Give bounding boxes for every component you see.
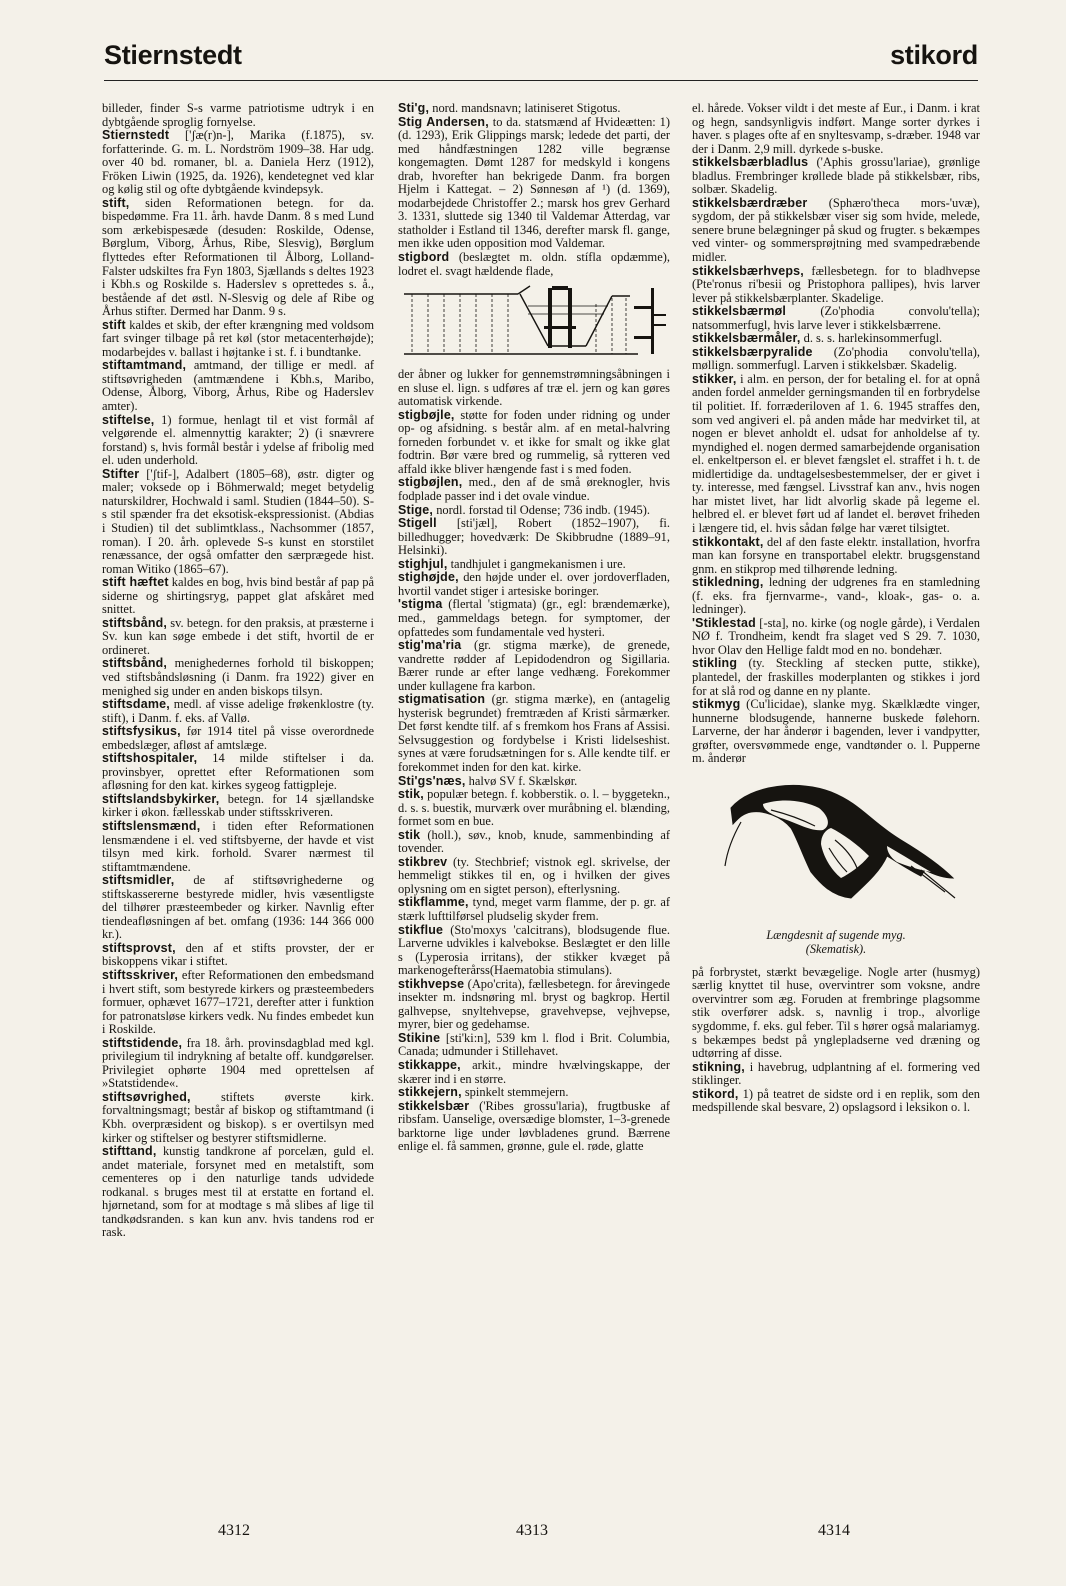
page-number-middle: 4313	[516, 1522, 548, 1539]
entry-headword: stikkelsbærmøl	[692, 304, 787, 319]
figure-caption-line1: Længdesnit af sugende myg.	[766, 927, 906, 942]
dictionary-entry	[398, 558, 670, 572]
entry-headword: stighøjde,	[398, 570, 459, 585]
entry-text: to da. statsmænd af Hvideætten: 1) (d. 1293), Erik Glippings marsk; ledede det parti, der med håndfæstningen 1282 ville begrænse kongemagten. Dømt 1287 for medskyld i kongens drab, hvorefter han bekrigede Danm. fra borgen Hjelm i Kattegat. – 2) Sønnesøn af ¹) (d. 1369), modarbejdede Christoffer 2.; marsk hos grev Gerhard 3. 1331, sluttede sig 1340 til Valdemar Atterdag, var statholder i Estland til 1346, derefter marsk fl. gange, men ikke uden opposition mod Valdemar.	[398, 114, 670, 251]
entry-text: kunstig tandkrone af porcelæn, guld el. andet materiale, forsynet med en metalstift, som cementeres op i den naturlige tands udvidede rodkanal. s bruges mest til at erstatte en fortand el. hjørnetand, som for at modtage s må slibes af lige til tandkødsranden. s kan kun anv. hvis tandens rod er rask.	[102, 1144, 374, 1240]
dictionary-entry	[692, 265, 980, 306]
entry-text: ('Ribes grossu'laria), frugtbuske af ribsfam. Uanselige, oversædige blomster, 1–3-grenede barktorne lige under løvbladenes grund. Bærrene enlige el. få sammen, grønne, gule el. røde, glatte	[398, 1098, 670, 1154]
dictionary-entry	[398, 476, 670, 503]
entry-text: populær betegn. f. kobberstik. o. l. – byggetekn., d. s. s. buestik, murværk over muråbning el. blænding, formet som en bue.	[398, 787, 670, 829]
entry-text: ledning der udgrenes fra en stamledning (f. eks. fra fjernvarme-, vand-, kloak-, gas- o. a. ledninger).	[692, 575, 980, 617]
entry-headword: stifttand,	[102, 1144, 157, 1159]
dictionary-entry	[102, 752, 374, 793]
entry-text: (Apo'crita), fællesbetegn. for årevingede insekter m. indsnøring ml. bryst og bagkrop. Hertil galhvepse, snyltehvepse, gravehvepse, vejhvepse, myrer, bier og gedehamse.	[398, 976, 670, 1032]
entry-headword: stiftslandsbykirker,	[102, 791, 220, 806]
entry-text: spinkelt stemmejern.	[461, 1085, 569, 1100]
entry-text: [sti'jæl], Robert (1852–1907), fi. billedhugger; hovedværk: De Skibbrudne (1889–91, Helsinki).	[398, 516, 670, 558]
entry-text: [-sta], no. kirke (og nogle gårde), i Verdalen NØ f. Trondheim, kendt fra slaget ved S 29. 7. 1030, hvor Olav den Hellige faldt mod en no. bondehær.	[692, 615, 980, 657]
entry-headword: stikkelsbær	[398, 1098, 470, 1113]
entry-headword: stiftshospitaler,	[102, 751, 198, 766]
dictionary-entry	[102, 617, 374, 658]
dictionary-entry	[398, 693, 670, 774]
entry-text: tandhjulet i gangmekanismen i ure.	[447, 556, 626, 571]
entry-text: der åbner og lukker for gennemstrømningsåbningen i en sluse el. lign. s udføres af træ el. jern og kan gøres automatisk virkende.	[398, 367, 670, 409]
dictionary-entry	[102, 468, 374, 576]
figure-caption-line2: (Skematisk).	[805, 941, 867, 956]
entry-headword: stigbøjlen,	[398, 475, 463, 490]
dictionary-entry	[102, 319, 374, 360]
entry-headword: stikflue	[398, 922, 444, 937]
dictionary-entry	[692, 373, 980, 536]
dictionary-entry	[398, 517, 670, 558]
entry-headword: stigbord	[398, 250, 450, 265]
entry-headword: stikkelsbærdræber	[692, 195, 808, 210]
entry-text: arkit., mindre hvælvingskappe, der skærer ind i en større.	[398, 1058, 670, 1086]
page-number-right: 4314	[818, 1522, 850, 1539]
entry-text: 1) formue, henlagt til et vist formål af velgørende el. almennyttig karakter; 2) (i snævrere forstand) s, hvis formål består i ydelse af fribolig med el. uden underhold.	[102, 412, 374, 468]
dictionary-entry	[692, 332, 980, 346]
dictionary-entry	[398, 368, 670, 409]
dictionary-entry	[102, 359, 374, 413]
entry-headword: stiftsøvrighed,	[102, 1089, 191, 1104]
dictionary-entry	[398, 409, 670, 477]
entry-headword: stiftsfysikus,	[102, 724, 181, 739]
entry-headword: 'Stiklestad	[692, 615, 756, 630]
dictionary-entry	[102, 1145, 374, 1240]
entry-text: (ty. Stechbrief; vistnok egl. skrivelse, der hemmeligt stikkes til en, og i hvilken der gives oplysning om en sigtet person), efterlysning.	[398, 854, 670, 896]
column-1	[102, 102, 374, 1240]
entry-headword: stikledning,	[692, 575, 764, 590]
entry-text: ('Aphis grossu'lariae), grønlige bladlus. Frembringer krøllede blade på stikkelsbær, ribs, solbær. Skadelig.	[692, 155, 980, 197]
dictionary-entry	[398, 639, 670, 693]
dictionary-entry	[102, 793, 374, 820]
dictionary-entry	[102, 969, 374, 1037]
page-number-left: 4312	[218, 1522, 250, 1539]
entry-text: nordl. forstad til Odense; 736 indb. (1945).	[433, 502, 651, 517]
entry-headword: stikker,	[692, 371, 737, 386]
entry-text: (beslægtet m. oldn. stífla opdæmme), lodret el. svagt hældende flade,	[398, 250, 670, 278]
entry-text: siden Reformationen betegn. for da. bispedømme. Fra 11. årh. havde Danm. 8 s med Lund som ærkebispesæde (desuden: Roskilde, Odense, Børglum, Viborg, Århus, Ribe, Slesvig), Børglum flyttedes efter Reformationen til Ålborg, Lolland-Falster udskiltes fra Fyn 1803, Sjællands s deltes 1923 i Kbh.s og Roskilde s. Haderslev s oprettedes s. å., bestående af det østl. N-Slesvig og dele af Ribe og Århus stifter. Dermed har Danm. 9 s.	[102, 195, 374, 319]
dictionary-entry	[692, 617, 980, 658]
entry-text: betegn. for 14 sjællandske kirker i økon. fællesskab under stiftsskriveren.	[102, 791, 374, 820]
entry-headword: stikkelsbærpyralide	[692, 344, 813, 359]
entry-text: fra 18. årh. provinsdagblad med kgl. privilegium til indrykning af betalte off. kundgørelser. Privilegiet ophørte 1904 med oprettelsen af »Statstidende«.	[102, 1035, 374, 1091]
dictionary-entry	[692, 346, 980, 373]
entry-text: med., den af de små øreknogler, hvis fodplade passer ind i det ovale vindue.	[398, 475, 670, 504]
entry-headword: stigbøjle,	[398, 407, 455, 422]
dictionary-entry	[398, 978, 670, 1032]
dictionary-entry	[398, 896, 670, 923]
entry-text: ['ʃæ(r)n-], Marika (f.1875), sv. forfatterinde. G. m. L. Nordström 1909–38. Har udg. over 40 bd. romaner, bl. a. Daniela Herz (1912), Fröken Liwin (1925, da. 1926), kendetegnet ved klar og kølig stil og ofte dybtgående kvindepsyk.	[102, 128, 374, 197]
dictionary-entry	[102, 725, 374, 752]
entry-text: i alm. en person, der for betaling el. for at opnå anden fordel anmelder gerningsmanden til en forbrydelse til politiet. If. forræderiloven af 1. 6. 1945 straffes den, som ved angiveri el. på anden måde har medvirket til, at nogen er blevet anholdt el. udsat for anholdelse af ty. myndighed el. nogen dermed samarbejdende organisation el. enkeltperson el. er blevet fængslet el. straffet i h. t. de midlertidige da. undtagelsesbestemmelser, der er givet i ty. interesse, med fængsel. Livsstraf kan anv., hvis nogen har mistet livet, har lidt alvorlig skade på legeme el. helbred el. er blevet ført ud af landet el. berøvet friheden i længere tid, el. hvis sådan følge har været tilsigtet.	[692, 371, 980, 535]
dictionary-entry	[102, 820, 374, 874]
entry-headword: stikling	[692, 656, 738, 671]
entry-text: ['ʃtif-], Adalbert (1805–68), østr. digter og maler; voksede op i Böhmerwald; meget betydelig naturskildrer, Hochwald i saml. Studien (1844–50). S-s stil spænder fra det eksotisk-ekspressionist. (Abdias i Studien) til det sublimtklass., Nachsommer (1857, roman). I 20. årh. oplevede S-s kunst en storstilet renæssance, der også omfatter den særprægede hist. roman Witiko (1865–67).	[102, 466, 374, 576]
entry-headword: stift hæftet	[102, 575, 169, 590]
stigbord-diagram	[398, 284, 670, 364]
entry-text: de af stiftsøvrighederne og stiftskassererne bestyrede midler, hvis væsentligste del tilhører præsteembeder og kirker. Navnlig efter tiendeafløsningen af bet. omfang (1936: 144 366 000 kr.).	[102, 873, 374, 942]
entry-headword: stiftsbånd,	[102, 615, 168, 630]
dictionary-entry	[398, 251, 670, 278]
entry-text: (ty. Steckling af stecken putte, stikke), plantedel, der fraskilles moderplanten og stikkes i jord for at slå rod og danne en ny plante.	[692, 656, 980, 698]
entry-text: (Cu'licidae), slanke myg. Skælklædte vinger, hunnerne blodsugende, hannerne buskede følehorn. Larverne, der har ånderør i bagenden, lever i vandpytter, grøfter, oversvømmede enge, vandtønder o. l. Pupperne m. ånderør	[692, 697, 980, 766]
entry-headword: stig'ma'ria	[398, 638, 462, 653]
entry-text: el. hårede. Vokser vildt i det meste af Eur., i Danm. i krat og hegn, sandsynligvis indført. Mange sorter dyrkes i haver. s plages ofte af en snyltesvamp, s-dræber. 1948 var der i Danm. 2,9 mill. dyrkede s-buske.	[692, 101, 980, 156]
entry-headword: stik,	[398, 787, 424, 802]
running-header-right: stikord	[890, 40, 978, 70]
entry-headword: stigmatisation	[398, 692, 486, 707]
dictionary-entry	[692, 536, 980, 577]
dictionary-entry	[692, 1088, 980, 1115]
entry-text: kaldes en bog, hvis bind består af pap på siderne og shirtingsryg, pappet glat afskåret med snittet.	[102, 575, 374, 617]
entry-headword: stiftsbånd,	[102, 656, 168, 671]
entry-headword: stikbrev	[398, 854, 448, 869]
dictionary-entry	[102, 657, 374, 698]
column-2	[398, 102, 670, 1154]
entry-headword: stiftslensmænd,	[102, 818, 201, 833]
dictionary-entry	[102, 874, 374, 942]
dictionary-entry	[398, 102, 670, 116]
entry-headword: Stiernstedt	[102, 128, 170, 143]
entry-headword: stiftamtmand,	[102, 358, 187, 373]
dictionary-entry	[102, 698, 374, 725]
entry-headword: Stig Andersen,	[398, 114, 489, 129]
dictionary-entry	[398, 1100, 670, 1154]
dictionary-entry	[692, 305, 980, 332]
entry-headword: stift,	[102, 195, 130, 210]
dictionary-entry	[398, 856, 670, 897]
entry-headword: stiftsdame,	[102, 697, 170, 712]
entry-headword: stikflamme,	[398, 895, 469, 910]
entry-headword: Sti'g,	[398, 101, 430, 115]
dictionary-entry	[102, 129, 374, 197]
entry-text: før 1914 titel på visse overordnede embedslæger, afløst af amtslæge.	[102, 724, 374, 752]
dictionary-entry	[692, 102, 980, 156]
dictionary-entry	[692, 1061, 980, 1088]
entry-headword: stikkelsbærmåler,	[692, 331, 801, 346]
dictionary-entry	[692, 197, 980, 265]
entry-text: tynd, meget varm flamme, der p. gr. af stærk lufttilførsel pludselig skyder frem.	[398, 895, 670, 923]
entry-text: [sti'ki:n], 539 km l. flod i Brit. Columbia, Canada; udmunder i Stillehavet.	[398, 1030, 670, 1059]
entry-text: (Zo'phodia convolu'tella), møllign. sommerfugl. Larven i stikkelsbær. Skadelig.	[692, 344, 980, 373]
entry-headword: stikkelsbærhveps,	[692, 263, 804, 278]
entry-text: del af den faste elektr. installation, hvorfra man kan forsyne en transportabel elektr. brugsgenstand gnm. en stikprop med tilhørende ledning.	[692, 534, 980, 576]
entry-text: billeder, finder S-s varme patriotisme udtryk i en dybtgående sproglig fornyelse.	[102, 101, 374, 129]
dictionary-entry	[398, 775, 670, 789]
entry-text: nord. mandsnavn; latiniseret Stigotus.	[429, 101, 621, 115]
entry-headword: stikkontakt,	[692, 534, 764, 549]
entry-headword: stiftsprovst,	[102, 940, 176, 955]
dictionary-entry	[102, 102, 374, 129]
entry-text: efter Reformationen den embedsmand i hvert stift, som bestyrede kirkers og præsteembeders formuer, ophævet 1677–1721, derefter atter i funktion for patronatsløse kirkers vedk. Nu findes embedet kun i Roskilde.	[102, 968, 374, 1037]
entry-headword: Stigell	[398, 516, 437, 531]
entry-text: i havebrug, udplantning af el. formering ved stiklinger.	[692, 1059, 980, 1088]
dictionary-entry	[398, 829, 670, 856]
entry-text: (gr. stigma mærke), en (antagelig hysterisk begrundet) fremtræden af Kristi sårmærker. Det først kendte tilf. af s fremkom hos Frans af Assisi. Selvsuggestion og fordybelse i Kristi lidelseshist. synes at være forudsætningen for s. Alle kendte tilf. er forekommet inden for den kat. kirke.	[398, 692, 670, 774]
dictionary-entry	[102, 197, 374, 319]
entry-text: (flertal 'stigmata) (gr., egl: brændemærke), med., gammeldags betegn. for symptomer, der opfattedes som fundamentale ved hysteri.	[398, 597, 670, 639]
running-header-left: Stiernstedt	[104, 40, 242, 70]
dictionary-entry	[398, 116, 670, 251]
entry-headword: stikkelsbærbladlus	[692, 155, 809, 170]
entry-text: den af et stifts provster, der er biskoppens vikar i stiftet.	[102, 940, 374, 969]
mosquito-section-figure	[711, 774, 961, 924]
dictionary-entry	[692, 576, 980, 617]
dictionary-entry	[398, 1059, 670, 1086]
entry-headword: stik	[398, 827, 421, 842]
entry-text: (Zo'phodia convolu'tella); natsommerfugl, hvis larve lever i stikkelsbærrene.	[692, 304, 980, 332]
entry-text: (Sto'moxys 'calcitrans), blodsugende flue. Larverne udvikles i kalvebokse. Beslægtet er den lille s (Lyperosia irritans), der stikker kvæget på markenogefterårss(Haematobia stimulans).	[398, 922, 670, 978]
dictionary-entry	[692, 657, 980, 698]
dictionary-entry	[102, 942, 374, 969]
entry-text: stiftets øverste kirk. forvaltningsmagt; består af biskop og stiftamtmand (i Kbh. overpræsident og biskop). s er overtilsyn med kirker og stiftelser og bestyrer stiftsmidlerne.	[102, 1089, 374, 1145]
dictionary-entry	[398, 1032, 670, 1059]
column-3	[692, 102, 980, 1115]
entry-headword: Stifter	[102, 466, 140, 481]
entry-headword: stikhvepse	[398, 976, 465, 991]
dictionary-entry	[692, 966, 980, 1061]
dictionary-entry	[102, 1091, 374, 1145]
entry-headword: Stige,	[398, 502, 434, 517]
entry-headword: 'stigma	[398, 597, 443, 612]
entry-text: (gr. stigma mærke), de grenede, vandrette rødder af Lepidodendron og Sigillaria. Bærer runde ar efter lange vedhæng. Forekommer under kullagene fra karbon.	[398, 638, 670, 693]
dictionary-entry	[398, 504, 670, 518]
dictionary-entry	[398, 1086, 670, 1100]
dictionary-entry	[398, 924, 670, 978]
dictionary-entry	[398, 571, 670, 598]
dictionary-entry	[102, 414, 374, 468]
entry-text: (Sphæro'theca mors-'uvæ), sygdom, der på stikkelsbær viser sig som hvide, melede, senere brune belægninger på skud og frugter. s bekæmpes ved vinter- og sommersprøjtning med svampedræbende midler.	[692, 195, 980, 265]
entry-text: sv. betegn. for den praksis, at præsterne i Sv. kun kan søge embede i det stift, hvortil de er ordineret.	[102, 615, 374, 657]
entry-headword: stiftstidende,	[102, 1035, 183, 1050]
entry-text: støtte for foden under ridning og under op- og afsidning. s består alm. af en metal-halvring forneden forbundet v. et ikke for smalt og ikke glat fodtrin. Bør være bred og rummelig, så rytteren ved affald ikke bliver hængende fast i s med foden.	[398, 407, 670, 476]
entry-headword: stikning,	[692, 1059, 745, 1074]
entry-headword: stighjul,	[398, 556, 448, 571]
entry-headword: stiftelse,	[102, 412, 155, 427]
entry-headword: stikkappe,	[398, 1058, 461, 1072]
dictionary-entry	[102, 576, 374, 617]
entry-text: medl. af visse adelige frøkenklostre (ty. stift), i Danm. f. eks. af Vallø.	[102, 697, 374, 725]
entry-text: menighedernes forhold til biskoppen; ved stiftsbåndsløsning (i Danm. fra 1922) giver en menighed sig under en anden biskops tilsyn.	[102, 656, 374, 698]
figure-caption	[692, 928, 980, 956]
entry-text: 1) på teatret de sidste ord i en replik, som den medspillende skal besvare, 2) opslagsord i leksikon o. l.	[692, 1086, 980, 1115]
entry-headword: Sti'gs'næs,	[398, 773, 466, 788]
entry-headword: stikkejern,	[398, 1085, 462, 1100]
entry-text: fællesbetegn. for to bladhvepse (Pte'ronus ri'besii og Pristophora pallipes), hvis larver lever på stikkelsbærplanter. Skadelige.	[692, 263, 980, 305]
entry-text: 14 milde stiftelser i da. provinsbyer, oprettet efter Reformationen som afløsning for den kat. kirkes sygeog fattigpleje.	[102, 751, 374, 793]
entry-text: amtmand, der tillige er medl. af stiftsøvrigheden (amtmændene i Kbh.s, Maribo, Odense, Ålborg, Viborg, Århus, Ribe og Haderslev amter).	[102, 358, 374, 414]
dictionary-entry	[398, 598, 670, 639]
entry-headword: stikmyg	[692, 697, 741, 712]
entry-text: kaldes et skib, der efter krængning med voldsom fart svinger tilbage på ret køl (stor metacenterhøjde); modarbejdes v. ballast i højtanke i st. f. i bundtanke.	[102, 317, 374, 359]
dictionary-entry	[398, 788, 670, 829]
entry-text: d. s. s. harlekinsommerfugl.	[800, 331, 943, 346]
dictionary-entry	[102, 1037, 374, 1091]
dictionary-entry	[692, 156, 980, 197]
entry-headword: Stikine	[398, 1030, 441, 1045]
entry-headword: stift	[102, 317, 126, 332]
entry-headword: stiftsskriver,	[102, 968, 179, 982]
entry-text: på forbrystet, stærkt bevægelige. Nogle arter (husmyg) særlig knyttet til huse, overvintrer som voksne, andre overvintrer som æg. Foruden at frembringe plagsomme stik overfører adsk. s, navnlig i trop., alvorlige sygdomme, f. eks. gul feber. Til s hører også malariamyg. s bekæmpes bedst på ynglepladserne ved dræning og udtørring af disse.	[692, 964, 980, 1061]
entry-text: den højde under el. over jordoverfladen, hvortil vandet stiger i artesiske boringer.	[398, 570, 670, 598]
entry-headword: stiftsmidler,	[102, 873, 175, 888]
dictionary-entry	[692, 698, 980, 766]
header-rule	[104, 80, 978, 81]
entry-headword: stikord,	[692, 1086, 739, 1101]
entry-text: halvø SV f. Skælskør.	[465, 773, 578, 788]
entry-text: (holl.), søv., knob, knude, sammenbinding af tovender.	[398, 827, 670, 856]
entry-text: i tiden efter Reformationen lensmændene i el. ved stiftsbyerne, der havde et vist tilsyn med kirk. forhold. Svarer nærmest til stiftamtmændene.	[102, 818, 374, 874]
